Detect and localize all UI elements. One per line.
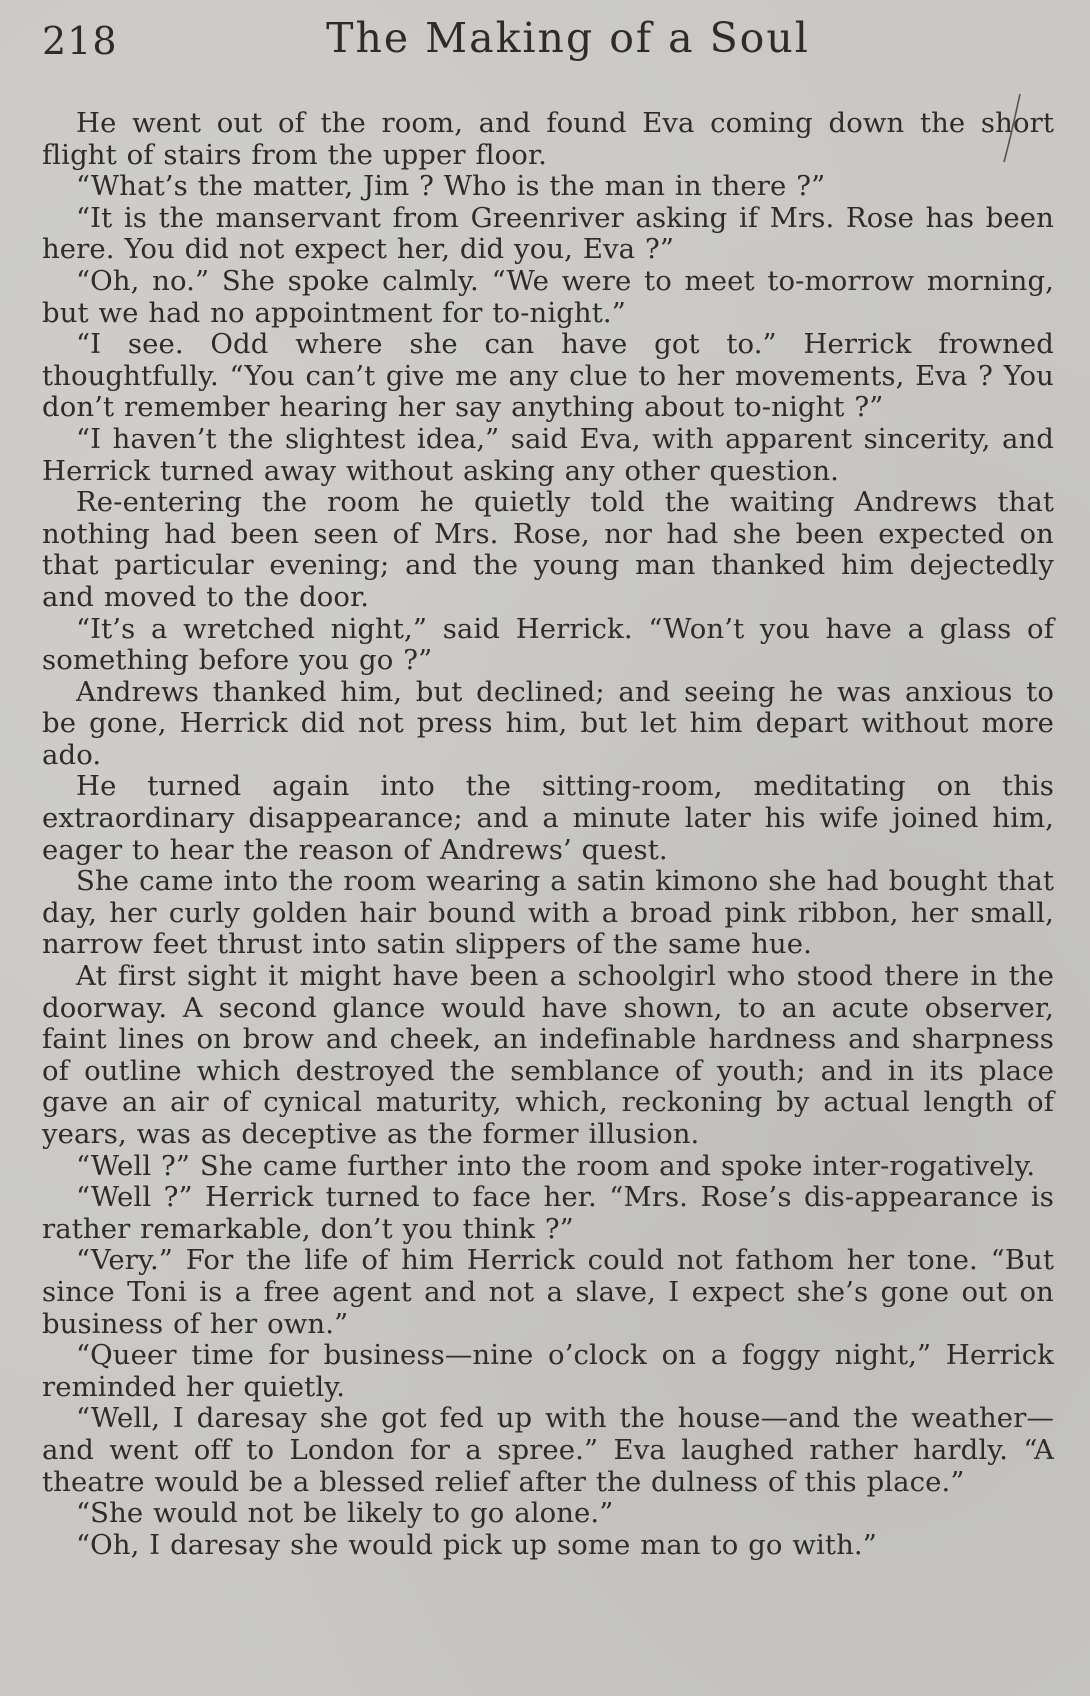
paragraph: “Well ?” She came further into the room and spoke inter-rogatively. [76,1149,1036,1182]
paragraph: “Queer time for business—nine o’clock on a foggy night,” Herrick reminded her quietly. [42,1339,1054,1403]
paragraph: “I see. Odd where she can have got to.” Herrick frowned thoughtfully. “You can’t give me any clue to her movements, Eva ? You don’t remember hearing her say anything about to-night ?” [42,328,1054,424]
paragraph: At first sight it might have been a schoolgirl who stood there in the doorway. A second glance would have shown, to an acute observer, faint lines on brow and cheek, an indefinable hardness and sharpness of outline which destroyed the semblance of youth; and in its place gave an air of cynical maturity, which, reckoning by actual length of years, was as deceptive as the former illusion. [42,960,1054,1150]
page-header [42,14,1054,74]
paragraph: “Oh, I daresay she would pick up some man to go with.” [76,1528,877,1561]
paragraph: “Very.” For the life of him Herrick could not fathom her tone. “But since Toni is a free agent and not a slave, I expect she’s gone out on business of her own.” [42,1244,1054,1340]
paragraph: He turned again into the sitting-room, meditating on this extraordinary disappearance; and a minute later his wife joined him, eager to hear the reason of Andrews’ quest. [42,770,1054,866]
body-text [42,108,1054,1561]
paragraph: He went out of the room, and found Eva coming down the short flight of stairs from the upper floor. [42,107,1054,171]
paragraph: Re-entering the room he quietly told the waiting Andrews that nothing had been seen of Mrs. Rose, nor had she been expected on that particular evening; and the young man thanked him dejectedly and moved to the door. [42,486,1054,613]
paragraph: “She would not be likely to go alone.” [76,1497,614,1530]
paragraph: “Well ?” Herrick turned to face her. “Mrs. Rose’s dis-appearance is rather remarkable, don’t you think ?” [42,1181,1054,1245]
running-title: The Making of a Soul [326,14,810,62]
paragraph: “What’s the matter, Jim ? Who is the man in there ?” [76,170,826,203]
paragraph: “It’s a wretched night,” said Herrick. “Won’t you have a glass of something before you go ?” [42,612,1054,677]
paragraph: “I haven’t the slightest idea,” said Eva, with apparent sincerity, and Herrick turned away without asking any other question. [42,422,1054,487]
paragraph: She came into the room wearing a satin kimono she had bought that day, her curly golden hair bound with a broad pink ribbon, her small, narrow feet thrust into satin slippers of the same hue. [42,865,1054,961]
paragraph: Andrews thanked him, but declined; and seeing he was anxious to be gone, Herrick did not press him, but let him depart without more ado. [42,675,1054,771]
paragraph: “Well, I daresay she got fed up with the house—and the weather—and went off to London for a spree.” Eva laughed rather hardly. “A theatre would be a blessed relief after the dulness of this place.” [42,1402,1054,1498]
paragraph: “It is the manservant from Greenriver asking if Mrs. Rose has been here. You did not expect her, did you, Eva ?” [42,201,1054,266]
page-number: 218 [42,19,118,63]
paragraph: “Oh, no.” She spoke calmly. “We were to meet to-morrow morning, but we had no appointment for to-night.” [42,264,1054,329]
